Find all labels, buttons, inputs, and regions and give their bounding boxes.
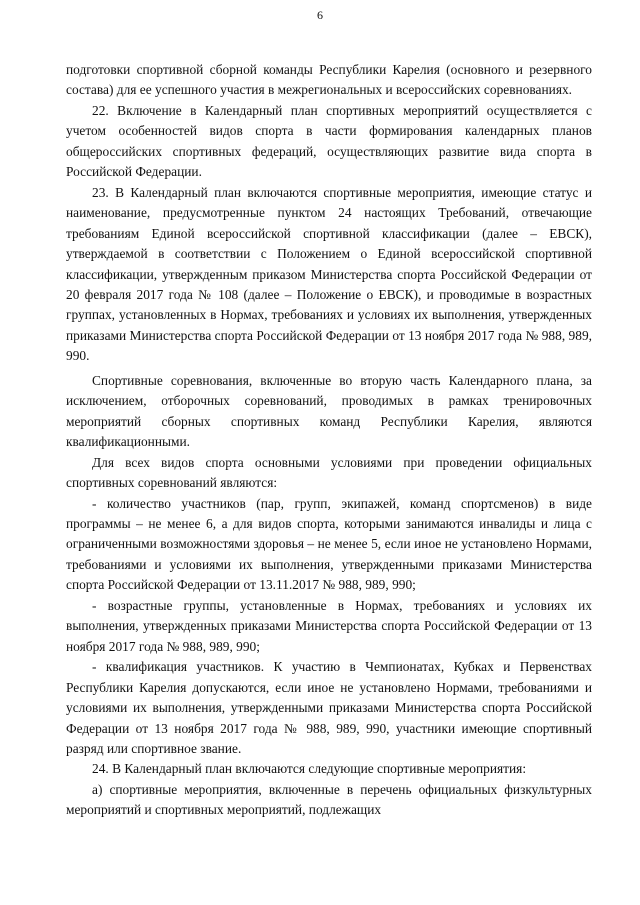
paragraph-main-conditions: Для всех видов спорта основными условиями при проведении официальных спортивных соревнований являются: bbox=[66, 454, 592, 491]
list-item-participant-qualification: - квалификация участников. К участию в Чемпионатах, Кубках и Первенствах Республики Карелия допускаются, если иное не установлено Нормами, требованиями и условиями их выполнения, утвержденными приказами Министерства спорта Российской Федерации от 13 ноября 2017 года № 988, 989, 990, участники имеющие спортивный разряд или спортивное звание. bbox=[66, 659, 592, 756]
paragraph-continuation: подготовки спортивной сборной команды Республики Карелия (основного и резервного состава) для ее успешного участия в межрегиональных и всероссийских соревнованиях. bbox=[66, 62, 592, 98]
document-body bbox=[66, 60, 592, 821]
list-item-age-groups: - возрастные группы, установленные в Нормах, требованиях и условиях их выполнения, утвержденных приказами Министерства спорта Российской Федерации от 13 ноября 2017 года № 988, 989, 990; bbox=[66, 597, 592, 654]
paragraph-23: 23. В Календарный план включаются спортивные мероприятия, имеющие статус и наименование, предусмотренные пунктом 24 настоящих Требований, отвечающие требованиям Единой всероссийской спортивной классификации (далее – ЕВСК), утверждаемой в соответствии с Положением о Единой всероссийской спортивной классификации, утвержденным приказом Министерства спорта Российской Федерации от 20 февраля 2017 года № 108 (далее – Положение о ЕВСК), и проводимые в возрастных группах, установленных в Нормах, требованиях и условиях их выполнения, утвержденных приказами Министерства спорта Российской Федерации от 13 ноября 2017 года № 988, 989, 990. bbox=[66, 184, 592, 364]
paragraph-22: 22. Включение в Календарный план спортивных мероприятий осуществляется с учетом особенностей видов спорта в части формирования календарных планов общероссийских спортивных федераций, осуществляющих развитие вида спорта в Российской Федерации. bbox=[66, 102, 592, 180]
paragraph-qualification-competitions: Спортивные соревнования, включенные во вторую часть Календарного плана, за исключением, отборочных соревнований, проводимых в рамках тренировочных мероприятий сборных спортивных команд Республики Карелия, являются квалификационными. bbox=[66, 372, 592, 450]
list-item-a: а) спортивные мероприятия, включенные в перечень официальных физкультурных мероприятий и спортивных мероприятий, подлежащих bbox=[66, 781, 592, 818]
page-number: 6 bbox=[317, 8, 323, 22]
list-item-participants-count: - количество участников (пар, групп, экипажей, команд спортсменов) в виде программы – не менее 6, а для видов спорта, которыми занимаются инвалиды и лица с ограниченными возможностями здоровья – не менее 5, если иное не установлено Нормами, требованиями и условиями их выполнения, утвержденными приказами Министерства спорта Российской Федерации от 13.11.2017 № 988, 989, 990; bbox=[66, 495, 592, 593]
paragraph-24: 24. В Календарный план включаются следующие спортивные мероприятия: bbox=[92, 761, 527, 777]
